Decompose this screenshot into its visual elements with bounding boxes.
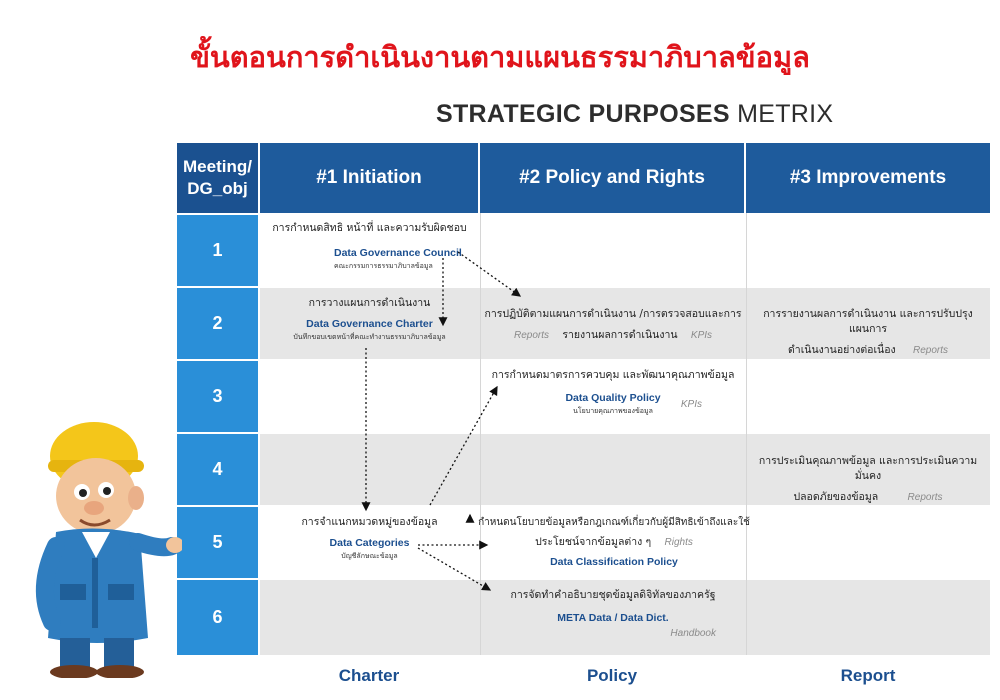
page-title: ขั้นตอนการดำเนินงานตามแผนธรรมาภิบาลข้อมูล [190,40,810,74]
cell-r3-policy [482,368,744,416]
tag-reports: Reports [513,330,549,341]
matrix-title [436,100,833,129]
cell-text: ดำเนินงานอย่างต่อเนื่อง [787,344,896,356]
cell-text: ปลอดภัยของข้อมูล [793,491,879,503]
cell-r2-policy [482,307,744,343]
cell-r2-initiation [262,296,477,342]
cell-text: การกำหนดมาตรการควบคุม และพัฒนาคุณภาพข้อมูล [491,369,735,381]
cell-title: Data Quality Policy [565,392,661,404]
cell-text: การกำหนดสิทธิ หน้าที่ และความรับผิดชอบ [272,222,467,234]
cell-line [748,490,988,505]
matrix-title-light: METRIX [737,100,834,128]
column-divider [480,213,481,655]
cell-line [482,391,744,416]
tag-kpis: KPIs [690,330,713,341]
cell-r5-policy [478,515,750,570]
cell-r2-improvements [748,307,988,358]
row-number-2: 2 [177,288,258,359]
tag-kpis: KPIs [680,399,702,410]
cell-r5-initiation [262,515,477,561]
footer-policy: Policy [586,666,638,685]
cell-title: Data Classification Policy [550,556,678,568]
cell-title: Data Governance Charter [306,318,433,330]
cell-text: การจัดทำคำอธิบายชุดข้อมูลดิจิทัลของภาครัฐ [510,589,716,601]
cell-text: การรายงานผลการดำเนินงาน และการปรับปรุงแผนการ [763,308,973,335]
cell-text: รายงานผลการดำเนินงาน [562,329,678,341]
cell-line [748,343,988,358]
row-number-1: 1 [177,215,258,286]
footer-report: Report [840,666,896,685]
cell-line [482,328,744,343]
row-number-6: 6 [177,580,258,655]
cell-subtitle: นโยบายคุณภาพของข้อมูล [573,407,653,415]
column-divider [746,213,747,655]
header-improvements: #3 Improvements [746,143,990,213]
row-number-4: 4 [177,434,258,505]
cell-line [478,535,750,550]
header-policy-rights: #2 Policy and Rights [480,143,744,213]
cell-text: ประโยชน์จากข้อมูลต่าง ๆ [535,536,652,548]
cell-title: META Data / Data Dict. [557,612,669,624]
cell-text: การปฏิบัติตามแผนการดำเนินงาน /การตรวจสอบและการ [484,308,742,320]
cell-text: การประเมินคุณภาพข้อมูล และการประเมินความมั่นคง [758,455,978,482]
construction-worker-mascot-icon [22,408,182,678]
cell-subtitle: คณะกรรมการธรรมาภิบาลข้อมูล [334,262,433,270]
row-number-5: 5 [177,507,258,578]
cell-r4-improvements [748,454,988,505]
matrix-title-bold: STRATEGIC PURPOSES [436,100,730,128]
row-number-3: 3 [177,361,258,432]
header-initiation: #1 Initiation [260,143,478,213]
cell-r6-policy [482,588,744,641]
cell-text: การวางแผนการดำเนินงาน [308,297,431,309]
tag-handbook: Handbook [670,628,716,639]
cell-text: กำหนดนโยบายข้อมูลหรือกฎเกณฑ์เกี่ยวกับผู้มีสิทธิเข้าถึงและใช้ [478,517,750,528]
cell-subtitle: บัญชีลักษณะข้อมูล [341,552,398,560]
cell-title: Data Governance Council [334,247,462,259]
tag-reports: Reports [907,492,943,503]
cell-text: การจำแนกหมวดหมู่ของข้อมูล [301,516,438,528]
cell-r1-initiation [262,221,477,271]
footer-charter: Charter [338,666,400,685]
cell-subtitle: บันทึกขอบเขตหน้าที่คณะทำงานธรรมาภิบาลข้อมูล [293,333,446,341]
tag-reports: Reports [913,345,949,356]
tag-rights: Rights [664,537,693,548]
cell-title: Data Categories [329,537,410,549]
header-meeting: Meeting/ DG_obj [177,143,258,213]
